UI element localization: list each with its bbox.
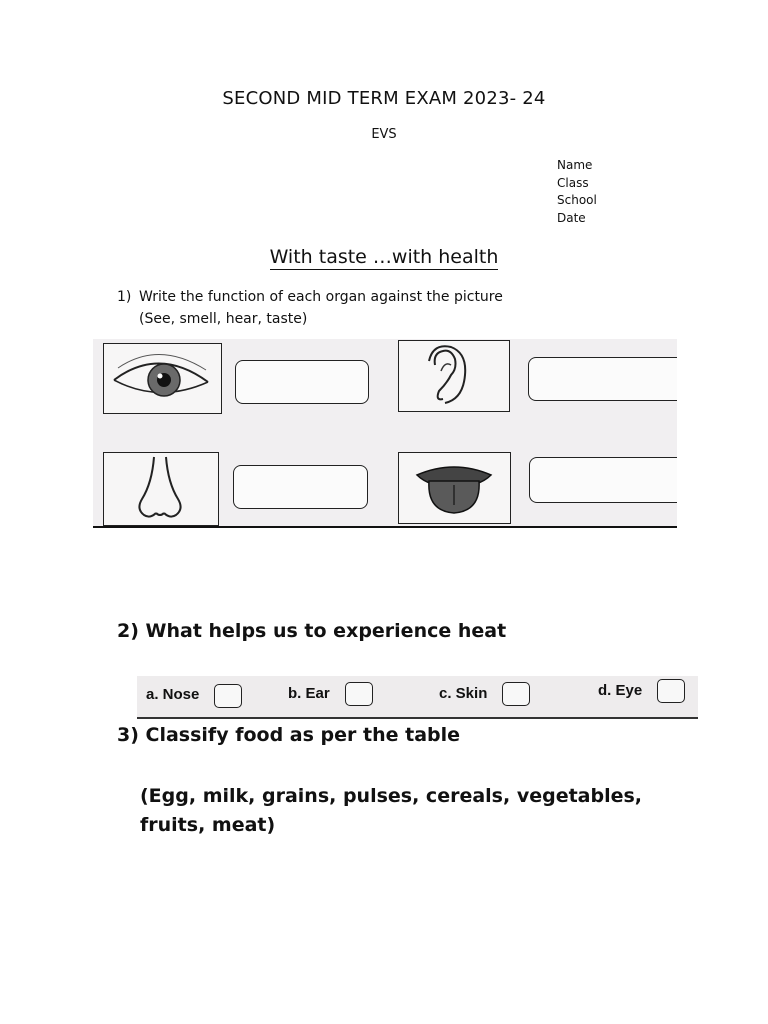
question-3-food-list: (Egg, milk, grains, pulses, cereals, vegetables, fruits, meat): [140, 785, 643, 836]
eye-picture: [103, 343, 222, 414]
ear-picture: [398, 340, 510, 412]
option-b-label: b. Ear: [288, 685, 330, 702]
nose-icon: [104, 453, 217, 524]
section-subtitle-text: With taste …with health: [269, 246, 499, 268]
question-1-text: Write the function of each organ against the picture: [139, 289, 503, 305]
question-1-number: 1): [117, 289, 132, 305]
option-c-checkbox[interactable]: [502, 682, 530, 706]
question-2: 2) What helps us to experience heat: [117, 620, 507, 642]
nose-picture: [103, 452, 219, 526]
ear-icon: [399, 341, 508, 410]
question-2-options: [137, 676, 698, 717]
eye-answer-box[interactable]: [235, 360, 369, 404]
tongue-icon: [399, 453, 509, 522]
option-d-label: d. Eye: [598, 682, 643, 699]
exam-title: SECOND MID TERM EXAM 2023- 24: [222, 88, 546, 109]
question-1-hint: (See, smell, hear, taste): [139, 311, 308, 327]
field-date-label: Date: [557, 211, 586, 225]
tongue-answer-box[interactable]: [529, 457, 677, 503]
divider-line: [93, 526, 677, 528]
option-b-checkbox[interactable]: [345, 682, 373, 706]
nose-answer-box[interactable]: [233, 465, 368, 509]
field-name-label: Name: [557, 158, 593, 172]
question-3: 3) Classify food as per the table: [117, 724, 461, 746]
options-divider: [137, 717, 698, 719]
section-subtitle: [0, 246, 768, 268]
ear-answer-box[interactable]: [528, 357, 677, 401]
eye-icon: [104, 344, 220, 412]
exam-subject: EVS: [371, 127, 397, 142]
option-a-label: a. Nose: [146, 686, 200, 703]
organs-worksheet-image: [93, 339, 677, 526]
option-c-label: c. Skin: [439, 685, 488, 702]
field-school-label: School: [557, 193, 597, 207]
field-class-label: Class: [557, 176, 589, 190]
tongue-picture: [398, 452, 511, 524]
question-1: [117, 286, 503, 330]
option-a-checkbox[interactable]: [214, 684, 242, 708]
option-d-checkbox[interactable]: [657, 679, 685, 703]
